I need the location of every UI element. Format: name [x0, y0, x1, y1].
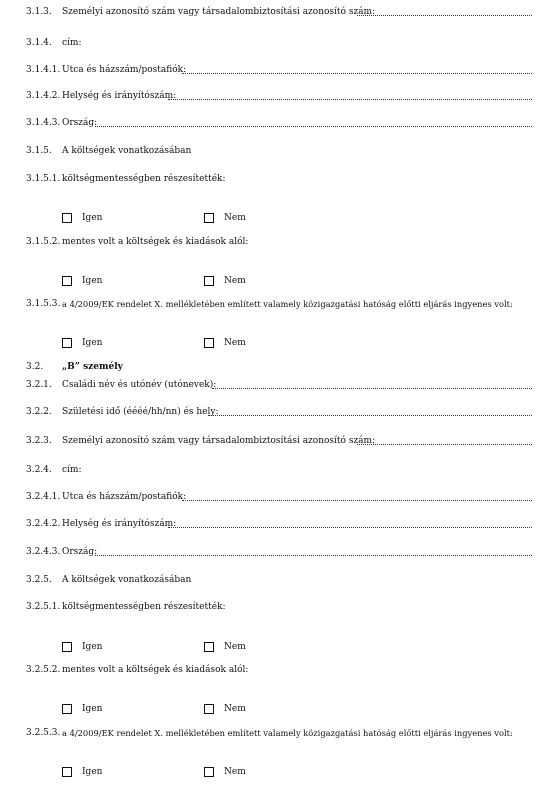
- field-3-1-3: [0, 5, 544, 19]
- fill-line[interactable]: [212, 388, 532, 389]
- section-number: 3.2.4.2.: [26, 519, 61, 529]
- checkbox-label: Igen: [82, 704, 103, 714]
- field-3-2-4-1: [0, 490, 544, 504]
- section-number: 3.2.5.3.: [26, 728, 61, 738]
- fill-line[interactable]: [168, 99, 532, 100]
- checkbox-label: Igen: [82, 642, 103, 652]
- choice-row: [0, 765, 544, 779]
- section-number: 3.1.5.2.: [26, 237, 61, 247]
- field-3-2-3: [0, 434, 544, 448]
- fill-line[interactable]: [182, 73, 532, 74]
- field-3-1-4-2: [0, 89, 544, 103]
- field-3-2-5-3: [0, 726, 544, 740]
- igen-checkbox[interactable]: [62, 338, 72, 348]
- field-label: Személyi azonosító szám vagy társadalombiztosítási azonosító szám:: [62, 436, 376, 446]
- field-label: a 4/2009/EK rendelet X. mellékletében említett valamely közigazgatási hatóság előtti eljárás ingyenes volt:: [62, 728, 513, 738]
- field-label: Személyi azonosító szám vagy társadalombiztosítási azonosító szám:: [62, 7, 376, 17]
- checkbox-label: Nem: [224, 767, 246, 777]
- field-3-2-4-2: [0, 517, 544, 531]
- field-3-1-4-3: [0, 116, 544, 130]
- field-label: Ország:: [62, 118, 98, 128]
- checkbox-label: Nem: [224, 276, 246, 286]
- field-3-2-5-2: [0, 663, 544, 677]
- fill-line[interactable]: [182, 500, 532, 501]
- choice-row: [0, 211, 544, 225]
- checkbox-label: Nem: [224, 704, 246, 714]
- nem-checkbox[interactable]: [204, 642, 214, 652]
- igen-checkbox[interactable]: [62, 767, 72, 777]
- checkbox-label: Igen: [82, 338, 103, 348]
- field-3-2-5-1: [0, 600, 544, 614]
- field-3-1-5-3: [0, 297, 544, 311]
- section-3-2-heading: [0, 360, 544, 374]
- field-3-2-5: [0, 573, 544, 587]
- checkbox-label: Igen: [82, 213, 103, 223]
- field-3-1-4-1: [0, 63, 544, 77]
- nem-checkbox[interactable]: [204, 767, 214, 777]
- section-number: 3.2.5.1.: [26, 602, 61, 612]
- section-number: 3.2.4.: [26, 465, 52, 475]
- igen-checkbox[interactable]: [62, 276, 72, 286]
- section-number: 3.2.: [26, 362, 44, 372]
- field-3-1-4: [0, 36, 544, 50]
- field-3-1-5-2: [0, 235, 544, 249]
- nem-checkbox[interactable]: [204, 338, 214, 348]
- field-label: Utca és házszám/postafiók:: [62, 65, 187, 75]
- field-label: cím:: [62, 38, 82, 48]
- checkbox-label: Nem: [224, 338, 246, 348]
- section-number: 3.2.5.2.: [26, 665, 61, 675]
- field-3-2-4: [0, 463, 544, 477]
- nem-checkbox[interactable]: [204, 213, 214, 223]
- choice-row: [0, 336, 544, 350]
- section-number: 3.1.5.3.: [26, 299, 61, 309]
- fill-line[interactable]: [168, 527, 532, 528]
- igen-checkbox[interactable]: [62, 213, 72, 223]
- section-number: 3.2.3.: [26, 436, 52, 446]
- section-number: 3.1.4.3.: [26, 118, 61, 128]
- field-label: mentes volt a költségek és kiadások alól:: [62, 237, 249, 247]
- fill-line[interactable]: [208, 415, 532, 416]
- field-3-1-5: [0, 144, 544, 158]
- fill-line[interactable]: [95, 555, 532, 556]
- section-number: 3.1.5.: [26, 146, 52, 156]
- igen-checkbox[interactable]: [62, 642, 72, 652]
- checkbox-label: Nem: [224, 642, 246, 652]
- nem-checkbox[interactable]: [204, 276, 214, 286]
- field-label: Utca és házszám/postafiók:: [62, 492, 187, 502]
- field-label: Ország:: [62, 547, 98, 557]
- field-3-2-4-3: [0, 545, 544, 559]
- field-label: költségmentességben részesítették:: [62, 602, 226, 612]
- section-number: 3.1.4.: [26, 38, 52, 48]
- section-title: „B” személy: [62, 362, 123, 372]
- field-3-1-5-1: [0, 172, 544, 186]
- section-number: 3.1.4.1.: [26, 65, 61, 75]
- field-label: költségmentességben részesítették:: [62, 174, 226, 184]
- section-number: 3.2.1.: [26, 380, 52, 390]
- section-number: 3.2.4.3.: [26, 547, 61, 557]
- section-number: 3.1.3.: [26, 7, 52, 17]
- field-label: Helység és irányítószám:: [62, 91, 177, 101]
- field-label: mentes volt a költségek és kiadások alól:: [62, 665, 249, 675]
- checkbox-label: Nem: [224, 213, 246, 223]
- checkbox-label: Igen: [82, 276, 103, 286]
- section-number: 3.1.4.2.: [26, 91, 61, 101]
- field-label: A költségek vonatkozásában: [62, 146, 192, 156]
- field-3-2-2: [0, 405, 544, 419]
- section-number: 3.2.2.: [26, 407, 52, 417]
- section-number: 3.2.5.: [26, 575, 52, 585]
- field-3-2-1: [0, 378, 544, 392]
- fill-line[interactable]: [357, 15, 532, 16]
- choice-row: [0, 640, 544, 654]
- igen-checkbox[interactable]: [62, 704, 72, 714]
- field-label: A költségek vonatkozásában: [62, 575, 192, 585]
- field-label: cím:: [62, 465, 82, 475]
- field-label: Családi név és utónév (utónevek):: [62, 380, 217, 390]
- choice-row: [0, 702, 544, 716]
- checkbox-label: Igen: [82, 767, 103, 777]
- field-label: Helység és irányítószám:: [62, 519, 177, 529]
- fill-line[interactable]: [95, 126, 532, 127]
- field-label: Születési idő (éééé/hh/nn) és hely:: [62, 407, 219, 417]
- field-label: a 4/2009/EK rendelet X. mellékletében említett valamely közigazgatási hatóság előtti eljárás ingyenes volt:: [62, 299, 513, 309]
- fill-line[interactable]: [357, 444, 532, 445]
- section-number: 3.2.4.1.: [26, 492, 61, 502]
- choice-row: [0, 274, 544, 288]
- section-number: 3.1.5.1.: [26, 174, 61, 184]
- nem-checkbox[interactable]: [204, 704, 214, 714]
